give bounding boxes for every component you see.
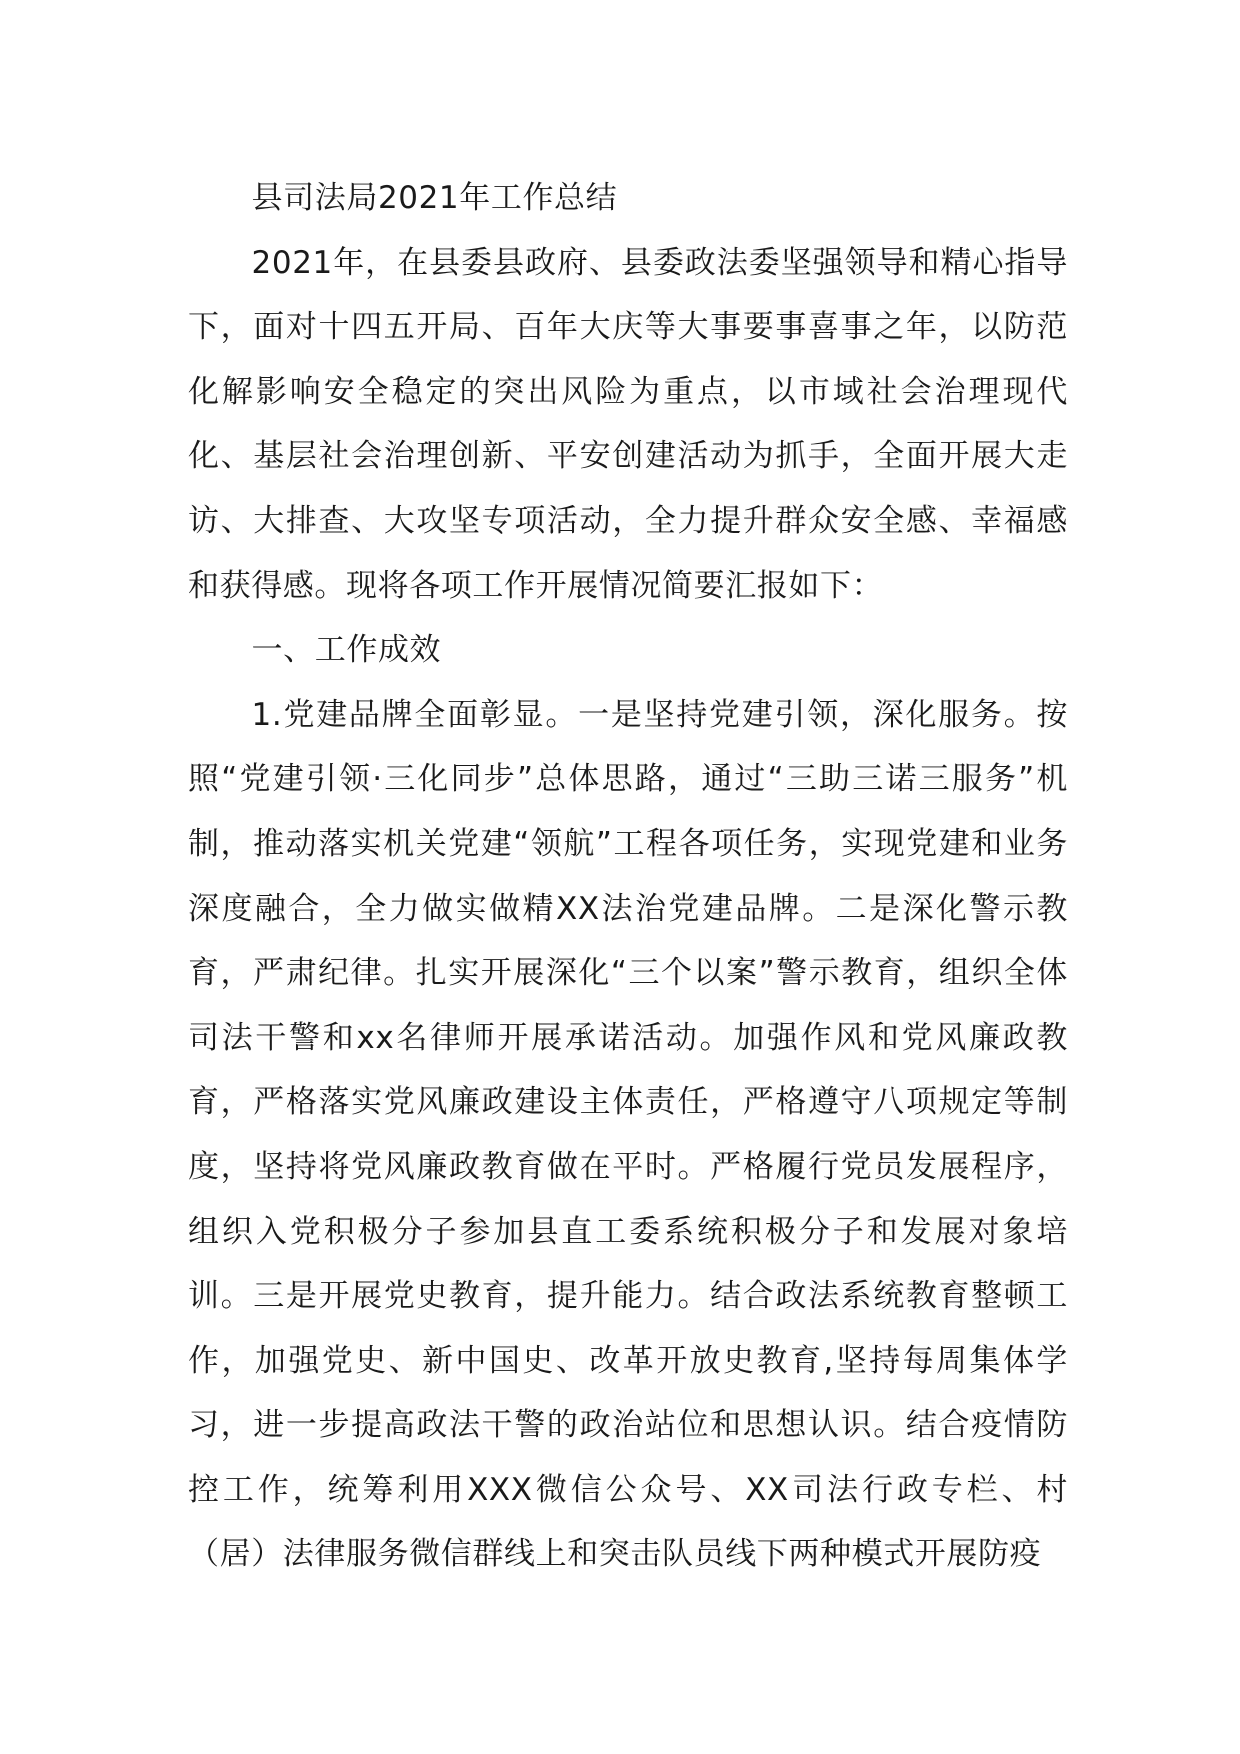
intro-paragraph: 2021年，在县委县政府、县委政法委坚强领导和精心指导下，面对十四五开局、百年大庆等大事要事喜事之年，以防范化解影响安全稳定的突出风险为重点，以市域社会治理现代化、基层社会治理创新、平安创建活动为抓手，全面开展大走访、大排查、大攻坚专项活动，全力提升群众安全感、幸福感和获得感。现将各项工作开展情况简要汇报如下： — [188, 244, 1068, 604]
section-heading: 一、工作成效 — [251, 632, 442, 669]
document-body — [188, 166, 1068, 1587]
section-paragraph: 1.党建品牌全面彰显。一是坚持党建引领，深化服务。按照“党建引领·三化同步”总体思路，通过“三助三诺三服务”机制，推动落实机关党建“领航”工程各项任务，实现党建和业务深度融合，全力做实做精XX法治党建品牌。二是深化警示教育，严肃纪律。扎实开展深化“三个以案”警示教育，组织全体司法干警和xx名律师开展承诺活动。加强作风和党风廉政教育，严格落实党风廉政建设主体责任，严格遵守八项规定等制度，坚持将党风廉政教育做在平时。严格履行党员发展程序，组织入党积极分子参加县直工委系统积极分子和发展对象培训。三是开展党史教育，提升能力。结合政法系统教育整顿工作，加强党史、新中国史、改革开放史教育,坚持每周集体学习，进一步提高政法干警的政治站位和思想认识。结合疫情防控工作，统筹利用XXX微信公众号、XX司法行政专栏、村（居）法律服务微信群线上和突击队员线下两种模式开展防疫 — [188, 696, 1068, 1573]
document-title: 县司法局2021年工作总结 — [251, 180, 618, 216]
